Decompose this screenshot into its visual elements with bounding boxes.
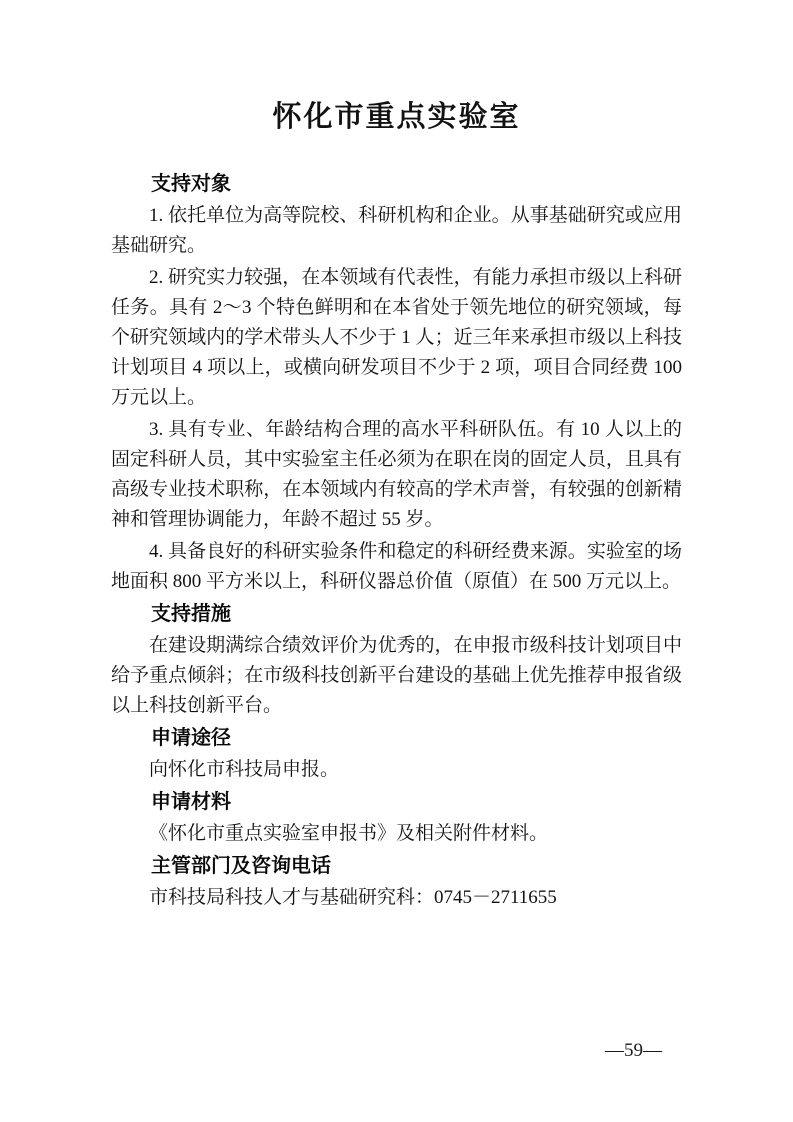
paragraph-support-target-4: 4. 具备良好的科研实验条件和稳定的科研经费来源。实验室的场地面积 800 平方米以上，科研仪器总价值（原值）在 500 万元以上。 xyxy=(111,541,682,592)
paragraph-application-materials: 《怀化市重点实验室申报书》及相关附件材料。 xyxy=(149,823,549,844)
paragraph-support-measures: 在建设期满综合绩效评价为优秀的，在申报市级科技计划项目中给予重点倾斜；在市级科技创新平台建设的基础上优先推荐申报省级以上科技创新平台。 xyxy=(111,635,682,716)
paragraph-support-target-3: 3. 具有专业、年龄结构合理的高水平科研队伍。有 10 人以上的固定科研人员，其中实验室主任必须为在职在岗的固定人员，且具有高级专业技术职称，在本领域内有较高的学术声誉，有较强的创新精神和管理协调能力，年龄不超过 55 岁。 xyxy=(111,419,682,530)
section-heading-application-materials: 申请材料 xyxy=(151,791,231,813)
paragraph-department-phone: 市科技局科技人才与基础研究科：0745－2711655 xyxy=(149,887,557,908)
section-heading-application-route: 申请途径 xyxy=(151,727,231,749)
page-number: —59— xyxy=(605,1040,662,1061)
document-body xyxy=(111,169,682,913)
paragraph-support-target-1: 1. 依托单位为高等院校、科研机构和企业。从事基础研究或应用基础研究。 xyxy=(111,205,682,256)
paragraph-support-target-2: 2. 研究实力较强，在本领域有代表性，有能力承担市级以上科研任务。具有 2～3 个特色鲜明和在本省处于领先地位的研究领域，每个研究领域内的学术带头人不少于 1 人；近三年来承担市级以上科技计划项目 4 项以上，或横向研发项目不少于 2 项，项目合同经费 100 万元以上。 xyxy=(111,267,682,408)
section-heading-support-targets: 支持对象 xyxy=(151,173,231,195)
document-title: 怀化市重点实验室 xyxy=(272,101,521,133)
paragraph-application-route: 向怀化市科技局申报。 xyxy=(149,759,340,780)
section-heading-department-phone: 主管部门及咨询电话 xyxy=(151,855,331,877)
section-heading-support-measures: 支持措施 xyxy=(151,603,231,625)
